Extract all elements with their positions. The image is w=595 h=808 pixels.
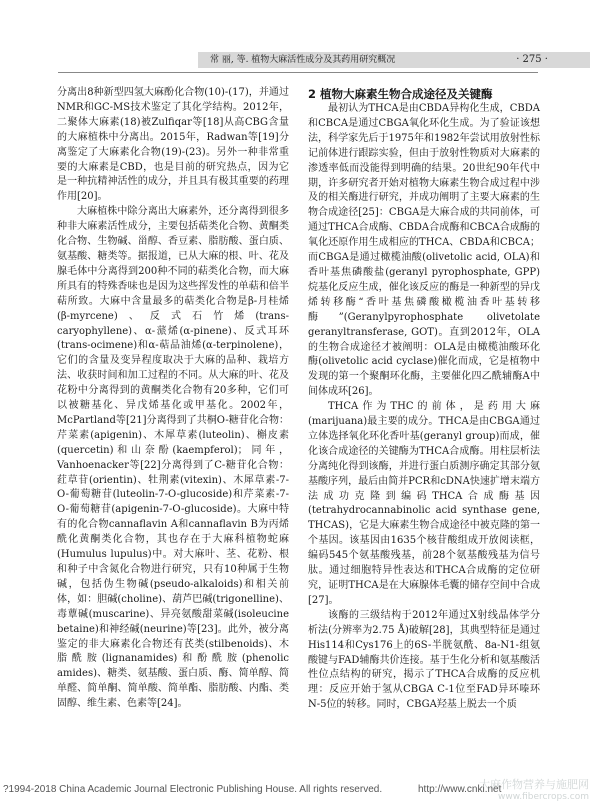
page-header: [0, 44, 595, 74]
paragraph: 最初认为THCA是由CBDA异构化生成，CBDA和CBCA是通过CBGA氧化环化生成。为了验证该想法，科学家先后于1975年和1982年尝试用放射性标记前体进行跟踪实验，但由于放射性物质对大麻素的渗透率低而没能得到明确的结果。20世纪90年代中期，许多研究者开始对植物大麻素生物合成过程中涉及的相关酶进行研究，并成功阐明了主要大麻素的生物合成途径[25]：CBGA是大麻合成的共同前体，可通过THCA合成酶、CBDA合成酶和CBCA合成酶的氧化还原作用生成相应的THCA、CBDA和CBCA；而CBGA是通过橄榄油酸(olivetolic acid, OLA)和香叶基焦磷酸盐(geranyl pyrophosphate, GPP)烷基化反应生成，催化该反应的酶是一种新型的异戊烯转移酶“香叶基焦磷酸橄榄油香叶基转移酶”(Geranylpyrophosphate olivetolate geranyltransferase, GOT)。直到2012年，OLA的生物合成途径才被阐明：OLA是由橄榄油酸环化酶(olivetolic acid cyclase)催化而成，它是植物中发现的第一个聚酮环化酶，主要催化四乙酰辅酶A中间体成环[26]。: [308, 103, 540, 398]
section-heading: 2 植物大麻素生物合成途径及关键酶: [308, 87, 493, 101]
running-title: 常 丽, 等. 植物大麻活性成分及其药用研究概况: [210, 55, 396, 65]
watermark-main: 大麻作物营养与施肥网: [479, 778, 589, 791]
left-column: [57, 86, 289, 712]
right-column: [308, 86, 540, 713]
header-rule: [58, 72, 538, 73]
website-link[interactable]: http://www.cnki.net: [418, 784, 502, 795]
paragraph: THCA作为THC的前体，是药用大麻(marijuana)最主要的成分。THCA是由CBGA通过立体选择氧化环化香叶基(geranyl group)而成，催化该合成途径的关键酶为THCA合成酶。用柱层析法分离纯化得到该酶，并进行蛋白质测序确定其部分氨基酸序列，最后由简并PCR和cDNA快速扩增末端方法成功克隆到编码THCA合成酶基因(tetrahydrocannabinolic acid synthase gene, THCAS)，它是大麻素生物合成途径中被克隆的第一个基因。该基因由1635个核苷酸组成开放阅读框，编码545个氨基酸残基，前28个氨基酸残基为信号肽。通过细胞特异性表达和THCA合成酶的定位研究，证明THCA是在大麻腺体毛囊的储存空间中合成[27]。: [308, 401, 540, 606]
watermark: [478, 776, 593, 806]
page-number: · 275 ·: [516, 54, 548, 65]
watermark-sub: www.fibercrops.com: [498, 792, 589, 802]
copyright-notice: ?1994-2018 China Academic Journal Electronic Publishing House. All rights reserved.: [3, 784, 383, 795]
paragraph: 该酶的三级结构于2012年通过X射线晶体学分析法(分辨率为2.75 Å)破解[28]，其典型特征是通过His114和Cys176上的6S-半胱氨酰、8a-N1-组氨酸键与FAD辅酶共价连接。基于生化分析和氨基酸活性位点结构的研究，揭示了THCA合成酶的反应机理：反应开始于氢从CBGA C-1位至FAD异环嗪环N-5位的转移。同时，CBGA羟基上脱去一个质: [308, 609, 540, 711]
paragraph: 大麻植株中除分离出大麻素外，还分离得到很多种非大麻素活性成分，主要包括萜类化合物、黄酮类化合物、生物碱、甾醇、香豆素、脂肪酸、蛋白质、氨基酸、糖类等。据报道，已从大麻的根、叶、花及腺毛体中分离得到200种不同的萜类化合物，而大麻所具有的特殊香味也是因为这些挥发性的单萜和倍半萜所致。大麻中含量最多的萜类化合物是β-月桂烯(β-myrcene)、反式石竹烯(trans-caryophyllene)、α-蒎烯(α-pinene)、反式耳环(trans-ocimene)和α-萜品油烯(α-terpinolene)，它们的含量及变异程度取决于大麻的品种、栽培方法、收获时间和加工过程的不同。从大麻的叶、花及花粉中分离得到的黄酮类化合物有20多种，它们可以被糖基化、异戊烯基化或甲基化。2002年，McPartland等[21]分离得到了共桐O-糖苷化合物：芹菜素(apigenin)、木犀草素(luteolin)、槲皮素(quercetin)和山奈酚(kaempferol)；同年，Vanhoenacker等[22]分离得到了C-糖苷化合物：荭草苷(orientin)、牡荆素(vitexin)、木犀草素-7-O-葡萄糖苷(luteolin-7-O-glucoside)和芹菜素-7-O-葡萄糖苷(apigenin-7-O-glucoside)。大麻中特有的化合物cannaflavin A和cannaflavin B为丙烯酰化黄酮类化合物，其也存在于大麻科植物蛇麻(Humulus lupulus)中。对大麻叶、茎、花粉、根和种子中含氮化合物进行研究，只有10种属于生物碱，包括伪生物碱(pseudo-alkaloids)和相关前体，如：胆碱(choline)、葫芦巴碱(trigonelline)、毒蕈碱(muscarine)、异亮氨酸甜菜碱(isoleucine betaine)和神经碱(neurine)等[23]。此外，被分离鉴定的非大麻素化合物还有芪类(stilbenoids)、木脂酰胺(lignanamides)和酚酰胺(phenolic amides)、糖类、氨基酸、蛋白质、酶、简单醇、简单醛、简单酮、简单酸、简单酯、脂肪酸、内酯、类固醇、维生素、色素等[24]。: [57, 206, 289, 710]
paragraph: 分离出8种新型四氢大麻酚化合物(10)-(17)，并通过NMR和GC-MS技术鉴定了其化学结构。2012年，二聚体大麻素(18)被Zulfiqar等[18]从高CBG含量的大麻植株中分离出。2015年，Radwan等[19]分离鉴定了大麻素化合物(19)-(23)。另外一种非常重要的大麻素是CBD，也是目前的研究热点，因为它是一种抗精神活性的成分，并且具有极其重要的药理作用[20]。: [57, 87, 289, 203]
page-footer: [0, 780, 595, 802]
